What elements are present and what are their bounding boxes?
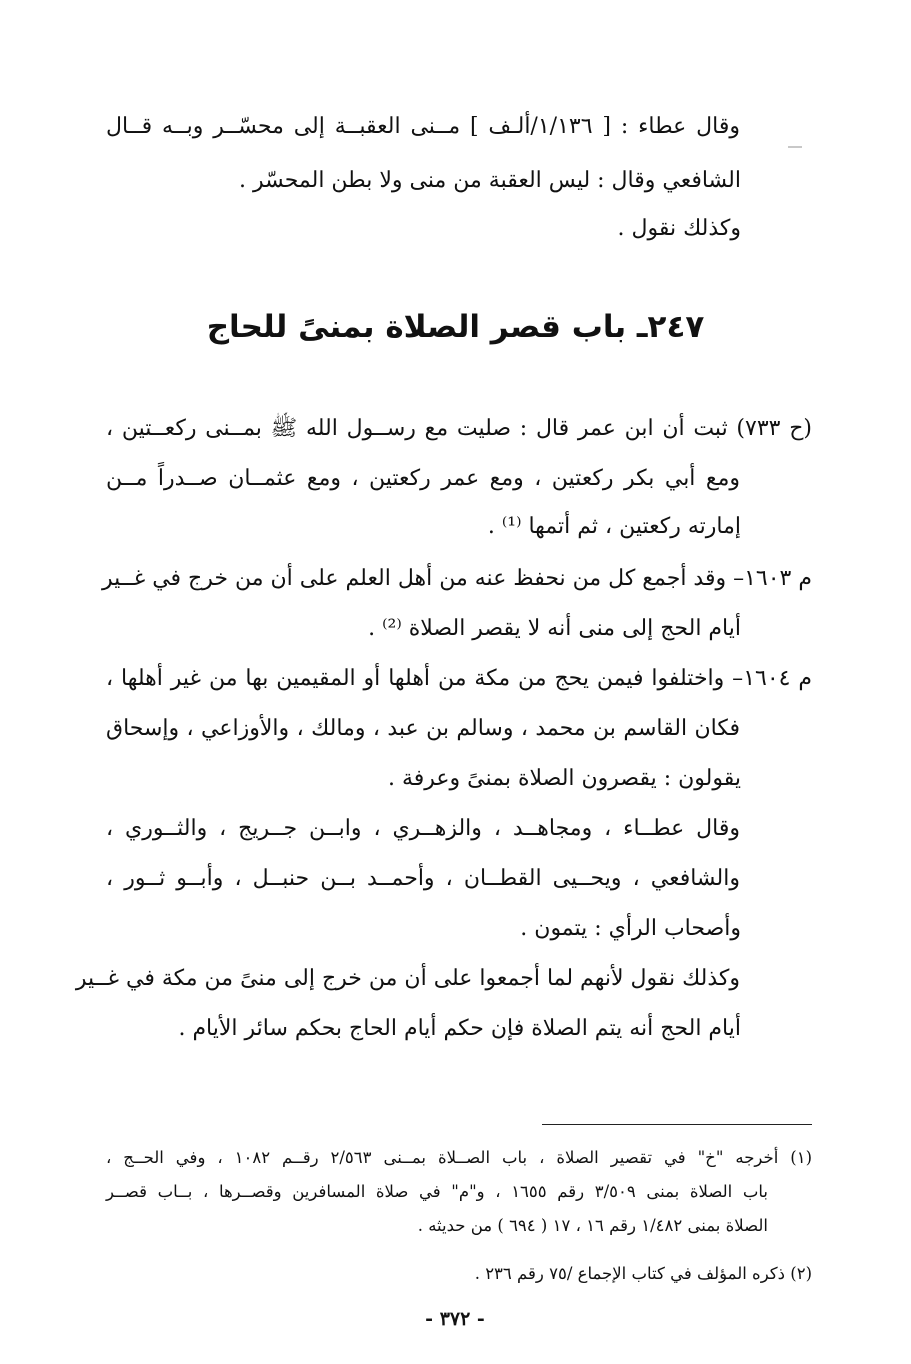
hadith-733-line-1: (ح ٧٣٣) ثبت أن ابن عمر قال : صليت مع رســول الله ﷺ بمــنى ركعــتين ، bbox=[106, 416, 813, 441]
footnote-divider bbox=[542, 1124, 812, 1125]
footnote-1-line-3: الصلاة بمنى ١/٤٨٢ رقم ١٦ ، ١٧ ( ٦٩٤ ) من حديثه . bbox=[417, 1216, 768, 1235]
issue-1604-line-5: والشافعي ، ويحــيى القطــان ، وأحمــد بــن حنبــل ، وأبــو ثــور ، bbox=[106, 866, 740, 891]
issue-1604-line-6: وأصحاب الرأي : يتمون . bbox=[520, 916, 741, 941]
chapter-title: ٢٤٧ـ باب قصر الصلاة بمنىً للحاج bbox=[206, 309, 705, 345]
scan-mark bbox=[788, 146, 802, 148]
issue-1604-line-7: وكذلك نقول لأنهم لما أجمعوا على أن من خرج إلى منىً من مكة في غــير bbox=[75, 966, 740, 991]
hadith-733-line-2: ومع أبي بكر ركعتين ، ومع عمر ركعتين ، ومع عثمــان صــدراً مــن bbox=[106, 466, 740, 491]
issue-1604-line-4: وقال عطــاء ، ومجاهــد ، والزهــري ، وابــن جــريج ، والثــوري ، bbox=[106, 816, 740, 841]
top-line-1: وقال عطاء : [ ١/١٣٦/ألـف ] مــنى العقبــة إلى محسّــر وبــه قــال bbox=[106, 114, 740, 139]
top-line-2: الشافعي وقال : ليس العقبة من منى ولا بطن المحسّر . bbox=[238, 168, 741, 193]
hadith-733-line-3: إمارته ركعتين ، ثم أتمها ⁽¹⁾ . bbox=[487, 514, 741, 539]
issue-1604-line-2: فكان القاسم بن محمد ، وسالم بن عبد ، ومالك ، والأوزاعي ، وإسحاق bbox=[106, 716, 740, 741]
issue-1604-line-1: م ١٦٠٤– واختلفوا فيمن يحج من مكة من أهلها أو المقيمين بها من غير أهلها ، bbox=[106, 666, 812, 691]
footnote-1-line-2: باب الصلاة بمنى ٣/٥٠٩ رقم ١٦٥٥ ، و"م" في صلاة المسافرين وقصــرها ، بــاب قصــر bbox=[106, 1182, 769, 1201]
footnote-2-line-1: (٢) ذكره المؤلف في كتاب الإجماع /٧٥ رقم ٢٣٦ . bbox=[474, 1264, 812, 1283]
issue-1604-line-8: أيام الحج أنه يتم الصلاة فإن حكم أيام الحاج بحكم سائر الأيام . bbox=[178, 1016, 741, 1041]
page-number: - ٣٧٢ - bbox=[425, 1308, 485, 1330]
top-line-3: وكذلك نقول . bbox=[617, 216, 741, 241]
issue-1604-line-3: يقولون : يقصرون الصلاة بمنىً وعرفة . bbox=[387, 766, 741, 791]
footnote-1-line-1: (١) أخرجه "خ" في تقصير الصلاة ، باب الصــلاة بمــنى ٢/٥٦٣ رقــم ١٠٨٢ ، وفي الحــج ، bbox=[106, 1148, 812, 1167]
issue-1603-line-1: م ١٦٠٣– وقد أجمع كل من نحفظ عنه من أهل العلم على أن من خرج في غــير bbox=[102, 566, 812, 591]
issue-1603-line-2: أيام الحج إلى منى أنه لا يقصر الصلاة ⁽²⁾ . bbox=[368, 616, 741, 641]
